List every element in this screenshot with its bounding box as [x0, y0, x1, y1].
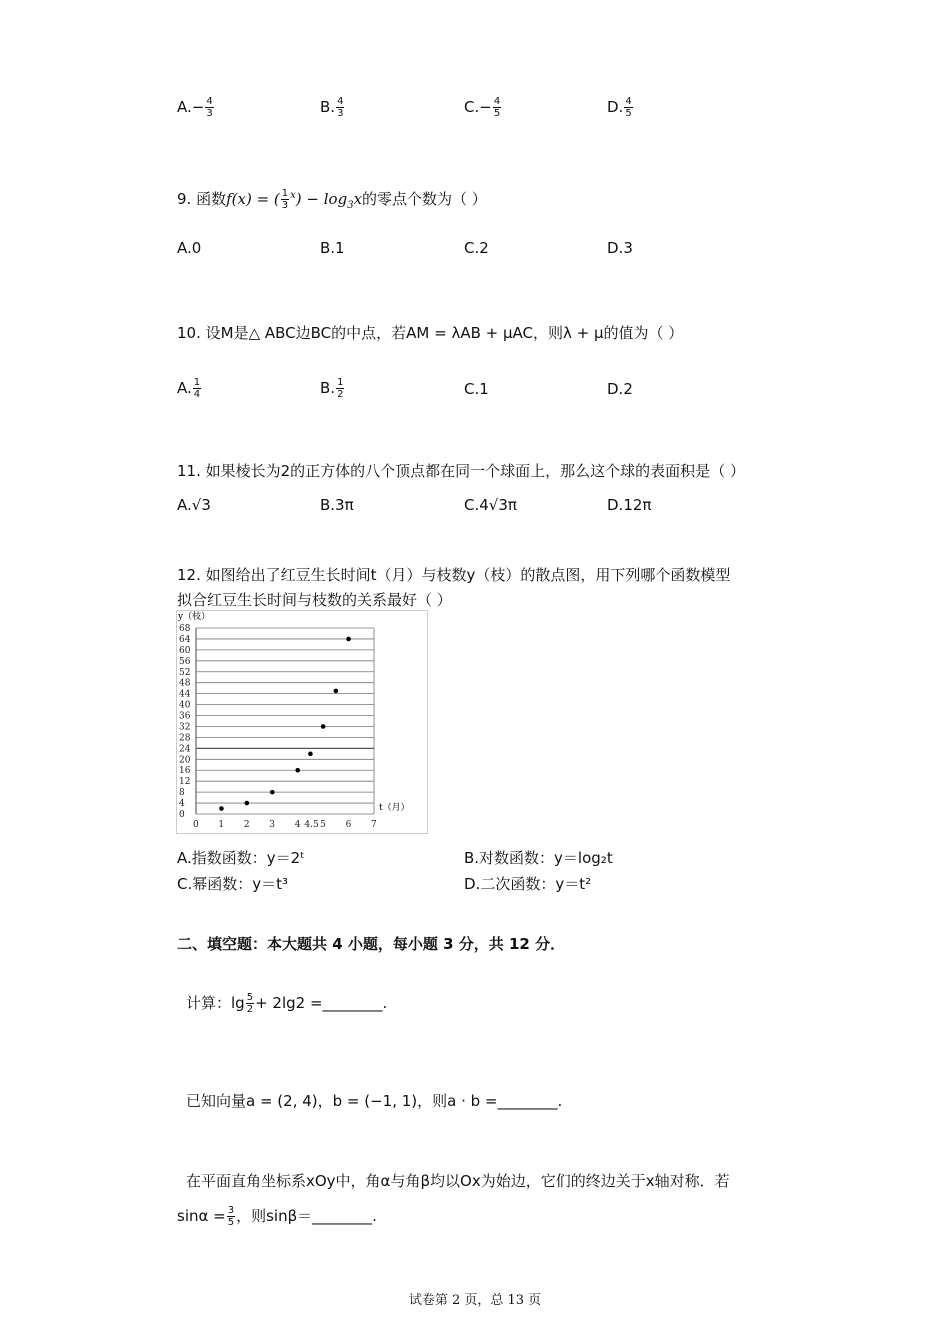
fraction-denominator: 2	[337, 389, 344, 400]
data-point	[346, 637, 351, 642]
q11-stem	[177, 460, 745, 481]
fill3-pre: sinα =	[177, 1207, 226, 1225]
option-letter: A.	[177, 98, 192, 116]
q10-option-c[interactable]: C.1	[464, 380, 489, 398]
q12-option-a[interactable]: A.指数函数：y＝2ᵗ	[177, 849, 305, 867]
q11-text: 如果棱长为2的正方体的八个顶点都在同一个球面上，那么这个球的表面积是（ ）	[205, 462, 745, 480]
y-tick-label: 44	[179, 689, 191, 700]
q10-option-b[interactable]	[320, 377, 345, 400]
y-axis-label: y（枝）	[178, 612, 211, 622]
option-letter: C.	[464, 98, 480, 116]
section-heading: 二、填空题：本大题共 4 小题，每小题 3 分，共 12 分．	[177, 935, 566, 953]
y-tick-label: 64	[179, 634, 191, 645]
data-point	[245, 801, 250, 806]
q10-option-a[interactable]	[177, 377, 202, 400]
q10-stem	[177, 322, 683, 343]
x-tick-label: 1	[218, 820, 225, 830]
q9-option-a[interactable]: A.0	[177, 239, 202, 257]
fraction-denominator: 5	[625, 108, 632, 119]
y-tick-label: 48	[179, 678, 191, 689]
option-fraction	[624, 96, 632, 119]
fraction-numerator: 1	[281, 188, 289, 199]
option-letter: A.	[177, 379, 192, 397]
fraction-numerator: 4	[206, 96, 213, 107]
fraction-numerator: 4	[625, 96, 632, 107]
fill-question-3-line2	[177, 1205, 377, 1228]
y-tick-label: 16	[179, 766, 191, 777]
option-fraction	[493, 96, 501, 119]
fill3-post[interactable]: ，则sinβ＝________.	[236, 1207, 377, 1225]
data-point	[295, 768, 300, 773]
q9-text-post: 的零点个数为（ ）	[362, 190, 487, 208]
fraction-numerator: 1	[193, 377, 201, 388]
y-tick-label: 24	[179, 744, 191, 755]
page-footer: 试卷第 2 页，总 13 页	[408, 1293, 542, 1308]
q12-option-d[interactable]: D.二次函数：y＝t²	[464, 875, 592, 893]
q9-text-pre: 函数	[196, 190, 227, 208]
option-letter: B.	[320, 379, 336, 397]
q8-option-a[interactable]	[177, 96, 215, 119]
option-fraction	[336, 377, 344, 400]
fill3-fraction	[227, 1205, 235, 1228]
q8-option-d[interactable]	[607, 96, 634, 119]
y-tick-label: 4	[179, 799, 185, 810]
y-tick-label: 12	[179, 777, 191, 788]
q12-option-c[interactable]: C.幂函数：y＝t³	[177, 875, 289, 893]
q11-option-c[interactable]: C.4√3π	[464, 496, 517, 514]
fill-question-3-line1: 在平面直角坐标系xOy中，角α与角β均以Ox为始边，它们的终边关于x轴对称．若	[186, 1172, 730, 1190]
q10-text: 设M是△ ABC边BC的中点，若AM = λAB + μAC，则λ + μ的值为（ ）	[205, 324, 684, 342]
y-tick-label: 60	[179, 645, 191, 656]
fraction-denominator: 3	[281, 200, 289, 211]
fraction-numerator: 4	[493, 96, 501, 107]
fraction-numerator: 5	[246, 992, 254, 1003]
x-tick-label: 2	[243, 820, 250, 830]
x-axis-label: t（月）	[379, 803, 410, 813]
fraction-denominator: 5	[227, 1217, 235, 1228]
q12-option-b[interactable]: B.对数函数：y＝log₂t	[464, 849, 613, 867]
chart-frame	[177, 611, 428, 834]
q9-fraction	[281, 188, 289, 211]
fraction-denominator: 3	[206, 108, 213, 119]
y-tick-label: 0	[179, 810, 185, 820]
option-sign: −	[191, 98, 205, 116]
fill1-pre: 计算：lg	[186, 994, 245, 1012]
q9-exponent: x	[290, 190, 296, 201]
q10-option-d[interactable]: D.2	[607, 380, 633, 398]
fill1-post[interactable]: + 2lg2 =________.	[255, 994, 388, 1012]
q9-log-base: 3	[347, 200, 354, 211]
option-letter: B.	[320, 98, 336, 116]
data-point	[270, 790, 275, 795]
y-tick-label: 32	[179, 722, 191, 733]
q8-option-c[interactable]	[464, 96, 502, 119]
question-number: 9.	[177, 190, 192, 208]
y-tick-label: 28	[179, 733, 191, 744]
data-point	[308, 752, 313, 757]
fraction-numerator: 3	[227, 1205, 235, 1216]
data-point	[321, 724, 326, 729]
q9-option-b[interactable]: B.1	[320, 239, 345, 257]
q9-log-var: x	[353, 190, 363, 208]
q9-log: ) − log	[295, 190, 348, 208]
fraction-numerator: 4	[337, 96, 344, 107]
y-tick-label: 8	[179, 788, 185, 799]
x-tick-label: 3	[269, 820, 276, 830]
q12-stem-line1	[177, 564, 730, 585]
fill-question-1	[186, 992, 387, 1015]
q9-stem	[177, 188, 487, 211]
option-fraction	[336, 96, 344, 119]
x-tick-label: 4	[294, 820, 301, 830]
fraction-denominator: 2	[246, 1004, 254, 1015]
option-letter: D.	[607, 98, 624, 116]
q9-option-d[interactable]: D.3	[607, 239, 633, 257]
q9-option-c[interactable]: C.2	[464, 239, 489, 257]
option-sign: −	[479, 98, 492, 116]
fill-question-2[interactable]: 已知向量a = (2, 4)，b = (−1, 1)，则a · b =________.	[186, 1092, 563, 1110]
x-tick-label: 0	[193, 820, 199, 830]
x-tick-label: 6	[345, 820, 352, 830]
question-number: 11.	[177, 462, 201, 480]
y-tick-label: 36	[179, 711, 191, 722]
fraction-denominator: 3	[337, 108, 344, 119]
fraction-numerator: 1	[337, 377, 344, 388]
option-fraction	[193, 377, 201, 400]
x-tick-label: 4.5	[304, 820, 319, 830]
q12-text-line1: 如图给出了红豆生长时间t（月）与枝数y（枝）的散点图，用下列哪个函数模型	[205, 566, 731, 584]
q8-option-b[interactable]	[320, 96, 345, 119]
q12-stem-line2: 拟合红豆生长时间与枝数的关系最好（ ）	[177, 591, 452, 609]
q11-option-b[interactable]: B.3π	[320, 496, 354, 514]
question-number: 12.	[177, 566, 201, 584]
q9-func: f(x) = (	[226, 190, 280, 208]
y-tick-label: 56	[179, 656, 191, 667]
y-tick-label: 40	[179, 700, 191, 711]
x-tick-label: 7	[371, 820, 377, 830]
q11-option-d[interactable]: D.12π	[607, 496, 652, 514]
x-tick-label: 5	[320, 820, 326, 830]
y-tick-label: 20	[179, 755, 191, 766]
scatter-chart	[176, 610, 428, 834]
q11-option-a[interactable]: A.√3	[177, 496, 211, 514]
question-number: 10.	[177, 324, 201, 342]
data-point	[334, 689, 339, 694]
y-tick-label: 52	[179, 667, 191, 678]
option-fraction	[205, 96, 213, 119]
fraction-denominator: 4	[193, 389, 201, 400]
fraction-denominator: 5	[493, 108, 501, 119]
y-tick-label: 68	[179, 624, 191, 634]
fill1-fraction	[246, 992, 254, 1015]
data-point	[219, 806, 224, 811]
